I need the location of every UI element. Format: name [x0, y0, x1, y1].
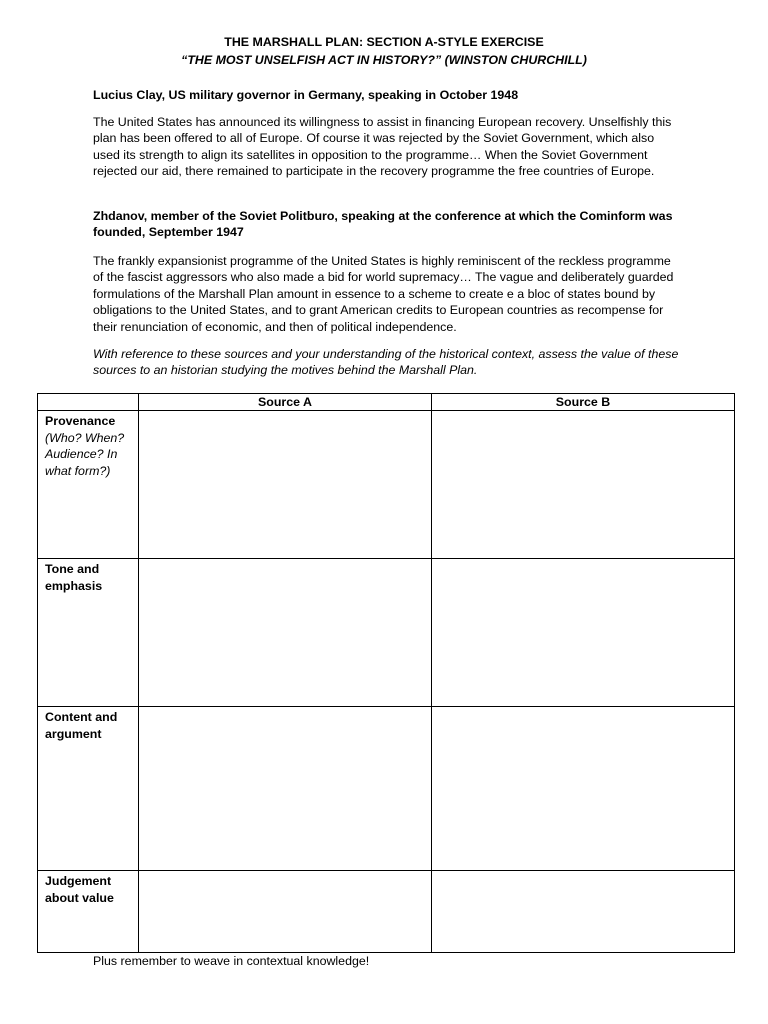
answer-cell-provenance-a[interactable] — [139, 411, 432, 559]
source-b-text: The frankly expansionist programme of the United States is highly reminiscent of the reckless programme of the fascist aggressors who also made a bid for world supremacy… The vague and deliberately guarded formulations of the Marshall Plan amount in essence to a scheme to create e a bloc of states bound by obligations to the United States, and to grant American credits to European countries as recompense for their renunciation of economic, and then of political independence. — [93, 254, 674, 334]
source-a-heading: Lucius Clay, US military governor in Germany, speaking in October 1948 — [93, 88, 519, 102]
table-row-tone — [38, 559, 735, 707]
footer-note: Plus remember to weave in contextual knowledge! — [93, 954, 370, 968]
row-label-text: Tone and emphasis — [45, 562, 103, 593]
table-row-judgement — [38, 871, 735, 953]
row-label-judgement — [38, 871, 139, 953]
header-source-b: Source B — [432, 394, 735, 411]
row-label-text: Provenance — [45, 414, 116, 429]
answer-cell-tone-a[interactable] — [139, 559, 432, 707]
table-row-provenance — [38, 411, 735, 559]
answer-cell-tone-b[interactable] — [432, 559, 735, 707]
analysis-table — [37, 393, 735, 953]
row-label-text: Judgement about value — [45, 874, 114, 905]
table-row-content — [38, 707, 735, 871]
source-a-text: The United States has announced its willingness to assist in financing European recovery. Unselfishly this plan has been offered to all of Europe. Of course it was rejected by the Soviet Government, which also used its strength to align its satellites in opposition to the programme… When the Soviet Government rejected our aid, there remained to participate in the recovery programme the free countries of Europe. — [93, 115, 672, 179]
header-source-a: Source A — [139, 394, 432, 411]
answer-cell-content-b[interactable] — [432, 707, 735, 871]
row-label-provenance — [38, 411, 139, 559]
answer-cell-judgement-b[interactable] — [432, 871, 735, 953]
row-label-hint: (Who? When? Audience? In what form?) — [45, 430, 125, 478]
question-prompt: With reference to these sources and your understanding of the historical context, assess the value of these sources to an historian studying the motives behind the Marshall Plan. — [93, 347, 679, 378]
page-subtitle: “THE MOST UNSELFISH ACT IN HISTORY?” (WINSTON CHURCHILL) — [181, 53, 587, 67]
answer-cell-provenance-b[interactable] — [432, 411, 735, 559]
answer-cell-judgement-a[interactable] — [139, 871, 432, 953]
source-b-heading: Zhdanov, member of the Soviet Politburo, speaking at the conference at which the Cominform was founded, September 1947 — [93, 209, 673, 240]
table-header-row — [38, 394, 735, 411]
row-label-content — [38, 707, 139, 871]
row-label-text: Content and argument — [45, 710, 118, 741]
row-label-tone — [38, 559, 139, 707]
answer-cell-content-a[interactable] — [139, 707, 432, 871]
header-blank — [38, 394, 139, 411]
page-title: THE MARSHALL PLAN: SECTION A-STYLE EXERCISE — [224, 35, 544, 49]
